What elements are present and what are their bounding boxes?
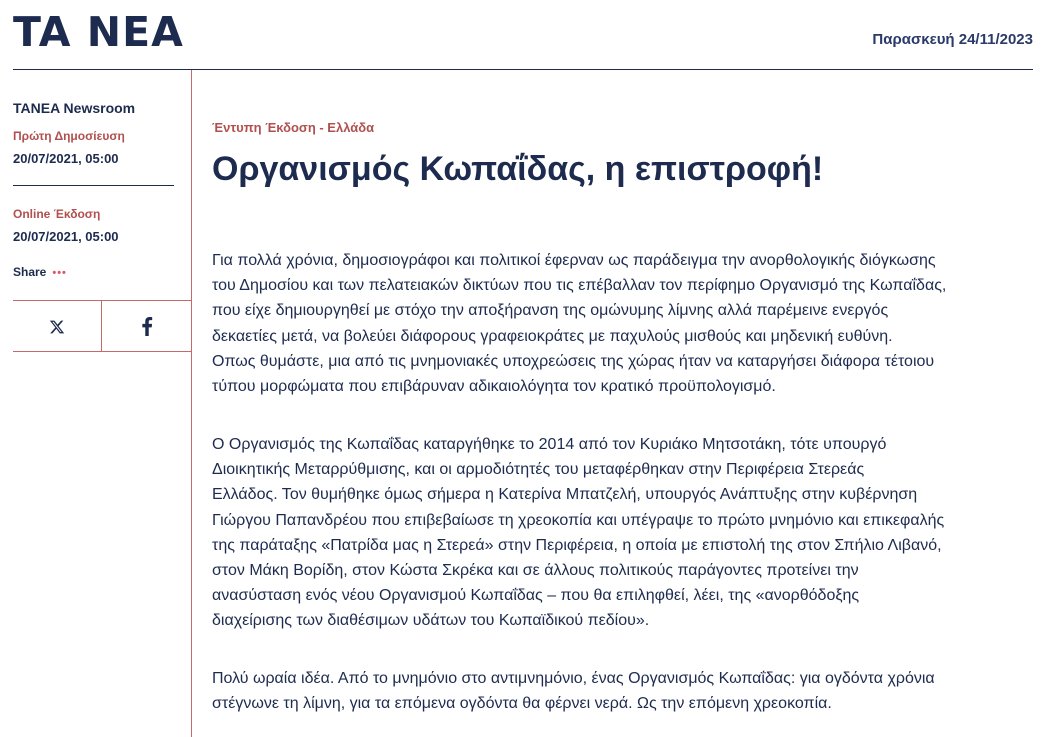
current-date: Παρασκευή 24/11/2023 — [872, 31, 1033, 48]
sidebar-separator — [13, 185, 174, 186]
paragraph-line: Ο Οργανισμός της Κωπαΐδας καταργήθηκε το 2014 από τον Κυριάκο Μητσοτάκη, τότε υπουργό — [212, 436, 887, 453]
online-edition-label: Online Έκδοση — [13, 207, 101, 221]
header-divider — [13, 69, 1033, 70]
article-paragraph-2 — [212, 432, 1042, 634]
paragraph-line: Διοικητικής Μεταρρύθμισης, και οι αρμοδιότητές του μεταφέρθηκαν στην Περιφέρεια Στερεάς — [212, 461, 865, 479]
facebook-icon — [141, 317, 153, 336]
author-name[interactable]: TANEA Newsroom — [13, 100, 136, 116]
article-category[interactable]: Έντυπη Έκδοση - Ελλάδα — [212, 120, 375, 135]
paragraph-line: Για πολλά χρόνια, δημοσιογράφοι και πολιτικοί έφερναν ως παράδειγμα την ανορθολογικής διόγκωσης — [212, 252, 936, 269]
paragraph-line: δεκαετίες μετά, να βολεύει διάφορους γραφειοκράτες με παχυλούς μισθούς και μηδενική ευθύνη. — [212, 327, 893, 345]
share-x-button[interactable] — [13, 301, 101, 352]
article-title: Οργανισμός Κωπαΐδας, η επιστροφή! — [212, 150, 824, 188]
site-logo[interactable]: TA NEA — [13, 8, 184, 56]
share-facebook-button[interactable] — [102, 301, 191, 352]
paragraph-line: ανασύσταση ενός νέου Οργανισμού Κωπαΐδας – που θα επιληφθεί, λέει, της «ανορθόδοξης — [212, 587, 860, 605]
social-share-bar — [13, 300, 191, 352]
sidebar-divider — [191, 70, 192, 737]
paragraph-line: Πολύ ωραία ιδέα. Από το μνημόνιο στο αντιμνημόνιο, ένας Οργανισμός Κωπαΐδας: για ογδόντα χρόνια — [212, 670, 935, 687]
paragraph-line: Γιώργου Παπανδρέου που επιβεβαίωσε τη χρεοκοπία και υπέγραψε το πρώτο μνημόνιο και επικεφαλής — [212, 511, 945, 529]
paragraph-line: στον Μάκη Βορίδη, στον Κώστα Σκρέκα και σε άλλους πολιτικούς παράγοντες προτείνει την — [212, 562, 859, 580]
first-published-date: 20/07/2021, 05:00 — [13, 151, 119, 166]
paragraph-line: Οπως θυμάστε, μια από τις μνημονιακές υποχρεώσεις της χώρας ήταν να καταργήσει διάφορα τέτοιου — [212, 352, 935, 370]
x-icon — [49, 319, 65, 335]
share-menu[interactable] — [13, 265, 67, 279]
paragraph-line: Ελλάδος. Τον θυμήθηκε όμως σήμερα η Κατερίνα Μπατζελή, υπουργός Ανάπτυξης στην κυβέρνηση — [212, 486, 918, 504]
paragraph-line: της παράταξης «Πατρίδα μας η Στερεά» στην Περιφέρεια, η οποία με επιστολή της στον Σπήλιο Λιβανό, — [212, 536, 942, 554]
share-label: Share — [13, 265, 47, 279]
first-published-label: Πρώτη Δημοσίευση — [13, 129, 125, 143]
article-paragraph-1 — [212, 248, 1042, 399]
article-paragraph-3 — [212, 666, 1042, 716]
online-edition-date: 20/07/2021, 05:00 — [13, 229, 119, 244]
paragraph-line: διαχείρισης των διαθέσιμων υδάτων του Κωπαϊδικού πεδίου». — [212, 612, 650, 630]
paragraph-line: του Δημοσίου και των πελατειακών δικτύων που τις επέβαλλαν τον περίφημο Οργανισμό της Κωπαΐδας, — [212, 277, 947, 295]
paragraph-line: που είχε δημιουργηθεί με στόχο την αποξήρανση της ομώνυμης λίμνης αλλά παρέμεινε ενεργός — [212, 302, 889, 320]
more-dots-icon[interactable]: ••• — [52, 267, 67, 279]
paragraph-line: τύπου μορφώματα που επιβάρυναν αδικαιολόγητα τον κρατικό προϋπολογισμό. — [212, 378, 776, 396]
paragraph-line: στέγνωνε τη λίμνη, για τα επόμενα ογδόντα θα φέρνει νερά. Ως την επόμενη χρεοκοπία. — [212, 695, 832, 713]
site-header — [0, 0, 1056, 70]
